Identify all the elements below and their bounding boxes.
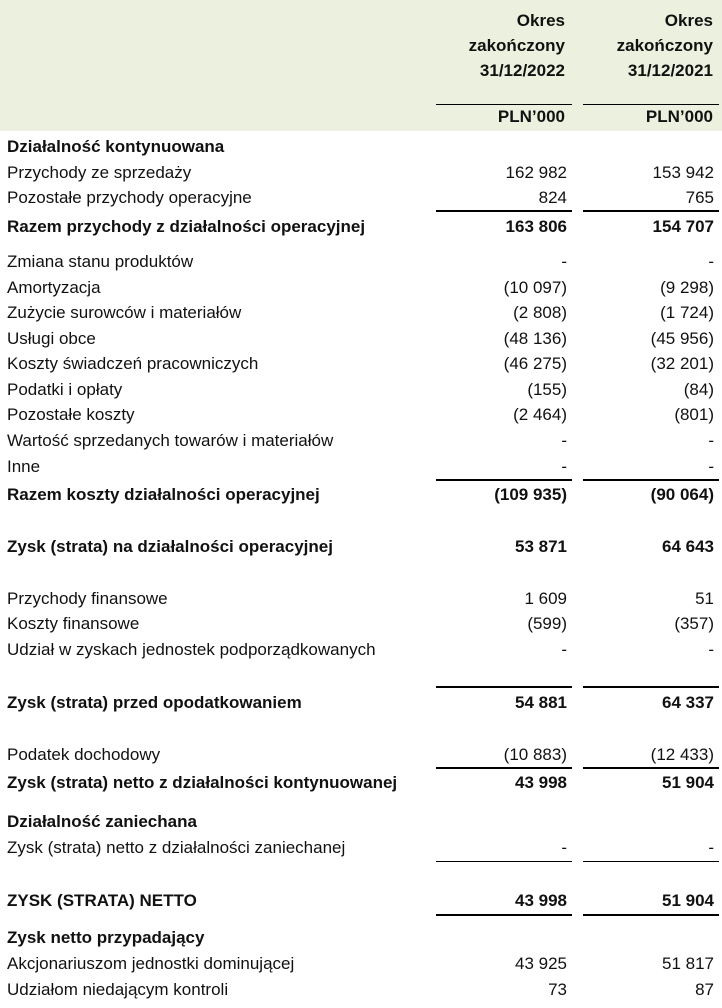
table-row [0,586,722,612]
value-2022: 43 925 [515,954,567,973]
table-row [0,454,722,480]
value-2021: 765 [685,188,714,207]
value-2021: 51 [695,589,714,608]
row-label: Podatek dochodowy [7,745,161,764]
value-2022: (2 464) [513,405,567,424]
row-label: Przychody finansowe [7,589,168,608]
value-2021: 64 643 [662,537,714,556]
value-2022: - [561,640,567,659]
row-label: Zmiana stanu produktów [7,252,194,271]
header-divider [583,104,719,105]
row-label: Pozostałe koszty [7,405,135,424]
value-2022: (10 883) [503,745,567,764]
total-rule [436,914,572,916]
value-2022: 824 [538,188,567,207]
value-2022: 43 998 [515,891,567,910]
value-2021: - [708,431,714,450]
column-header-line: zakończony [468,36,565,55]
value-2022: 162 982 [505,163,567,182]
column-header-2022 [469,8,565,83]
total-rule [436,479,572,481]
table-row [0,275,722,301]
table-row [0,160,722,186]
header-divider [436,104,572,105]
row-label: Przychody ze sprzedaży [7,163,192,182]
value-2021: (45 956) [650,329,714,348]
unit-label-2022: PLN’000 [497,107,565,126]
header-band [0,0,722,131]
section-heading [0,134,722,160]
unit-label-2021: PLN’000 [645,107,713,126]
total-rule [583,767,719,769]
column-header-line: 31/12/2022 [479,61,565,80]
value-2021: (90 064) [650,485,714,504]
value-2022: (48 136) [503,329,567,348]
value-2022: 1 609 [524,589,567,608]
value-2021: 51 904 [662,773,714,792]
row-label: Inne [7,457,41,476]
total-rule [436,210,572,212]
column-header-line: Okres [664,11,713,30]
value-2021: - [708,838,714,857]
value-2021: (1 724) [660,303,714,322]
value-2021: (9 298) [660,278,714,297]
table-row [0,249,722,275]
row-label: Zysk netto przypadający [7,928,205,947]
table-row [0,977,722,1003]
table-row [0,637,722,663]
table-row [0,377,722,403]
value-2022: (10 097) [503,278,567,297]
value-2021: 51 817 [662,954,714,973]
table-row [0,351,722,377]
table-row [0,951,722,977]
row-label: Udział w zyskach jednostek podporządkowanych [7,640,376,659]
total-row [0,534,722,560]
value-2022: (155) [527,380,567,399]
grand-total-row [0,888,722,914]
table-row [0,185,722,211]
row-label: Działalność kontynuowana [7,137,225,156]
row-label: Koszty świadczeń pracowniczych [7,354,259,373]
value-2022: - [561,838,567,857]
value-2021: - [708,457,714,476]
value-2021: 51 904 [662,891,714,910]
value-2022: 54 881 [515,693,567,712]
value-2021: (32 201) [650,354,714,373]
row-label: Razem przychody z działalności operacyjnej [7,217,366,236]
column-header-line: zakończony [616,36,713,55]
total-rule [583,479,719,481]
value-2021: 87 [695,980,714,999]
value-2021: (84) [683,380,714,399]
value-2022: (109 935) [494,485,567,504]
total-rule [436,767,572,769]
value-2021: - [708,252,714,271]
table-row [0,300,722,326]
value-2022: - [561,431,567,450]
table-row [0,326,722,352]
total-rule [436,686,572,688]
value-2021: (12 433) [650,745,714,764]
row-label: Zysk (strata) przed opodatkowaniem [7,693,302,712]
value-2021: - [708,640,714,659]
total-rule [436,861,572,862]
column-header-line: 31/12/2021 [627,61,713,80]
value-2022: - [561,252,567,271]
table-row [0,835,722,861]
value-2022: 53 871 [515,537,567,556]
total-row [0,770,722,796]
value-2021: 64 337 [662,693,714,712]
value-2022: 73 [548,980,567,999]
row-label: Zysk (strata) netto z działalności zaniechanej [7,838,346,857]
row-label: Akcjonariuszom jednostki dominującej [7,954,295,973]
table-row [0,611,722,637]
value-2021: (801) [674,405,714,424]
row-label: ZYSK (STRATA) NETTO [7,891,197,910]
row-label: Zysk (strata) na działalności operacyjnej [7,537,333,556]
row-label: Koszty finansowe [7,614,140,633]
value-2022: (599) [527,614,567,633]
total-rule [583,686,719,688]
total-row [0,482,722,508]
table-row [0,402,722,428]
total-row [0,690,722,716]
column-header-line: Okres [516,11,565,30]
value-2022: 163 806 [505,217,567,236]
row-label: Amortyzacja [7,278,101,297]
row-label: Zużycie surowców i materiałów [7,303,242,322]
row-label: Udziałom niedającym kontroli [7,980,229,999]
total-rule [583,210,719,212]
section-heading [0,809,722,835]
row-label: Działalność zaniechana [7,812,197,831]
row-label: Wartość sprzedanych towarów i materiałów [7,431,334,450]
table-row [0,742,722,768]
value-2022: - [561,457,567,476]
row-label: Usługi obce [7,329,96,348]
value-2022: (46 275) [503,354,567,373]
section-heading [0,925,722,951]
value-2022: 43 998 [515,773,567,792]
total-rule [583,861,719,862]
row-label: Podatki i opłaty [7,380,123,399]
row-label: Pozostałe przychody operacyjne [7,188,252,207]
value-2021: (357) [674,614,714,633]
total-row [0,214,722,240]
column-header-2021 [617,8,713,83]
value-2021: 154 707 [652,217,714,236]
row-label: Zysk (strata) netto z działalności kontynuowanej [7,773,398,792]
total-rule [583,914,719,916]
table-row [0,428,722,454]
row-label: Razem koszty działalności operacyjnej [7,485,320,504]
value-2022: (2 808) [513,303,567,322]
value-2021: 153 942 [652,163,714,182]
